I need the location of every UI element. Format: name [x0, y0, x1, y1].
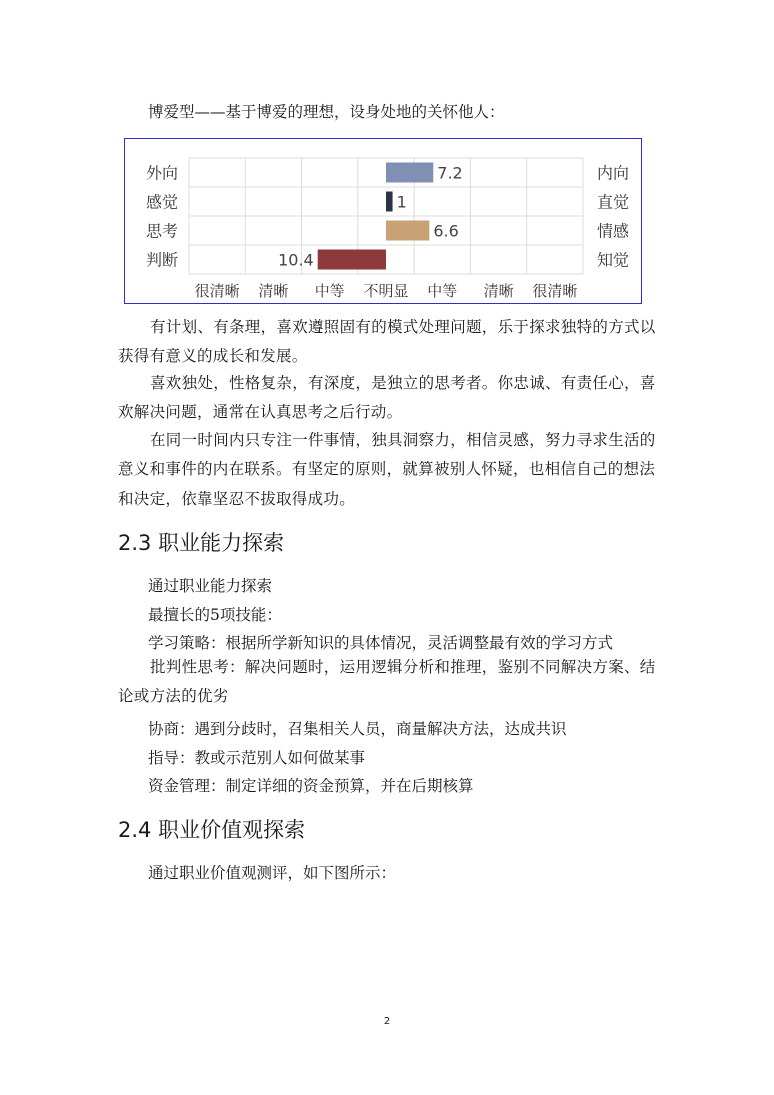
row-label-left: 感觉 — [146, 192, 179, 212]
row-label-right: 直觉 — [597, 192, 630, 212]
paragraph-1: 有计划、有条理，喜欢遵照固有的模式处理问题，乐于探求独特的方式以获得有意义的成长和发展。 — [118, 318, 656, 366]
chart-svg — [125, 139, 641, 303]
x-tick-label: 很清晰 — [194, 282, 240, 300]
row-label-right: 情感 — [597, 221, 630, 241]
paragraph-3: 在同一时间内只专注一件事情，独具洞察力，相信灵感，努力寻求生活的意义和事件的内在联系。有坚定的原则，就算被别人怀疑，也相信自己的想法和决定，依靠坚忍不拔取得成功。 — [118, 431, 656, 508]
x-tick-label: 中等 — [314, 282, 345, 300]
x-tick-label: 清晰 — [483, 282, 514, 300]
row-label-left: 判断 — [146, 250, 179, 270]
skill-item-2: 批判性思考：解决问题时，运用逻辑分析和推理，鉴别不同解决方案、结论或方法的优劣 — [118, 658, 656, 706]
chart-bar — [318, 250, 386, 270]
x-tick-label: 清晰 — [258, 282, 289, 300]
chart-bar — [386, 221, 429, 241]
skill-item-1: 学习策略：根据所学新知识的具体情况，灵活调整最有效的学习方式 — [148, 634, 614, 652]
bar-value-label: 6.6 — [433, 221, 459, 241]
chart-bar — [386, 163, 433, 183]
row-label-right: 内向 — [597, 163, 630, 183]
bar-value-label: 7.2 — [437, 163, 463, 183]
x-tick-label: 不明显 — [363, 282, 409, 300]
page-number: 2 — [383, 1016, 391, 1027]
row-label-left: 思考 — [146, 221, 179, 241]
ability-intro: 通过职业能力探索 — [148, 577, 273, 595]
skill-item-4: 指导：教或示范别人如何做某事 — [148, 749, 366, 767]
skill-item-3: 协商：遇到分歧时，召集相关人员，商量解决方法，达成共识 — [148, 720, 567, 738]
values-intro: 通过职业价值观测评，如下图所示： — [148, 864, 397, 882]
personality-chart — [124, 138, 642, 304]
row-label-left: 外向 — [146, 163, 179, 183]
x-tick-label: 很清晰 — [532, 282, 578, 300]
row-label-right: 知觉 — [597, 250, 630, 270]
paragraph-2: 喜欢独处，性格复杂，有深度，是独立的思考者。你忠诚、有责任心，喜欢解决问题，通常在认真思考之后行动。 — [118, 374, 656, 422]
bar-value-label: 10.4 — [278, 250, 314, 270]
skill-item-5: 资金管理：制定详细的资金预算，并在后期核算 — [148, 777, 474, 795]
chart-bar — [386, 192, 393, 212]
section-heading-2-3: 2.3 职业能力探索 — [118, 531, 285, 555]
section-heading-2-4: 2.4 职业价值观探索 — [118, 818, 306, 842]
intro-line: 博爱型——基于博爱的理想，设身处地的关怀他人： — [148, 103, 505, 121]
x-tick-label: 中等 — [427, 282, 458, 300]
bar-value-label: 1 — [396, 192, 407, 212]
top5-label: 最擅长的5项技能： — [148, 606, 282, 624]
